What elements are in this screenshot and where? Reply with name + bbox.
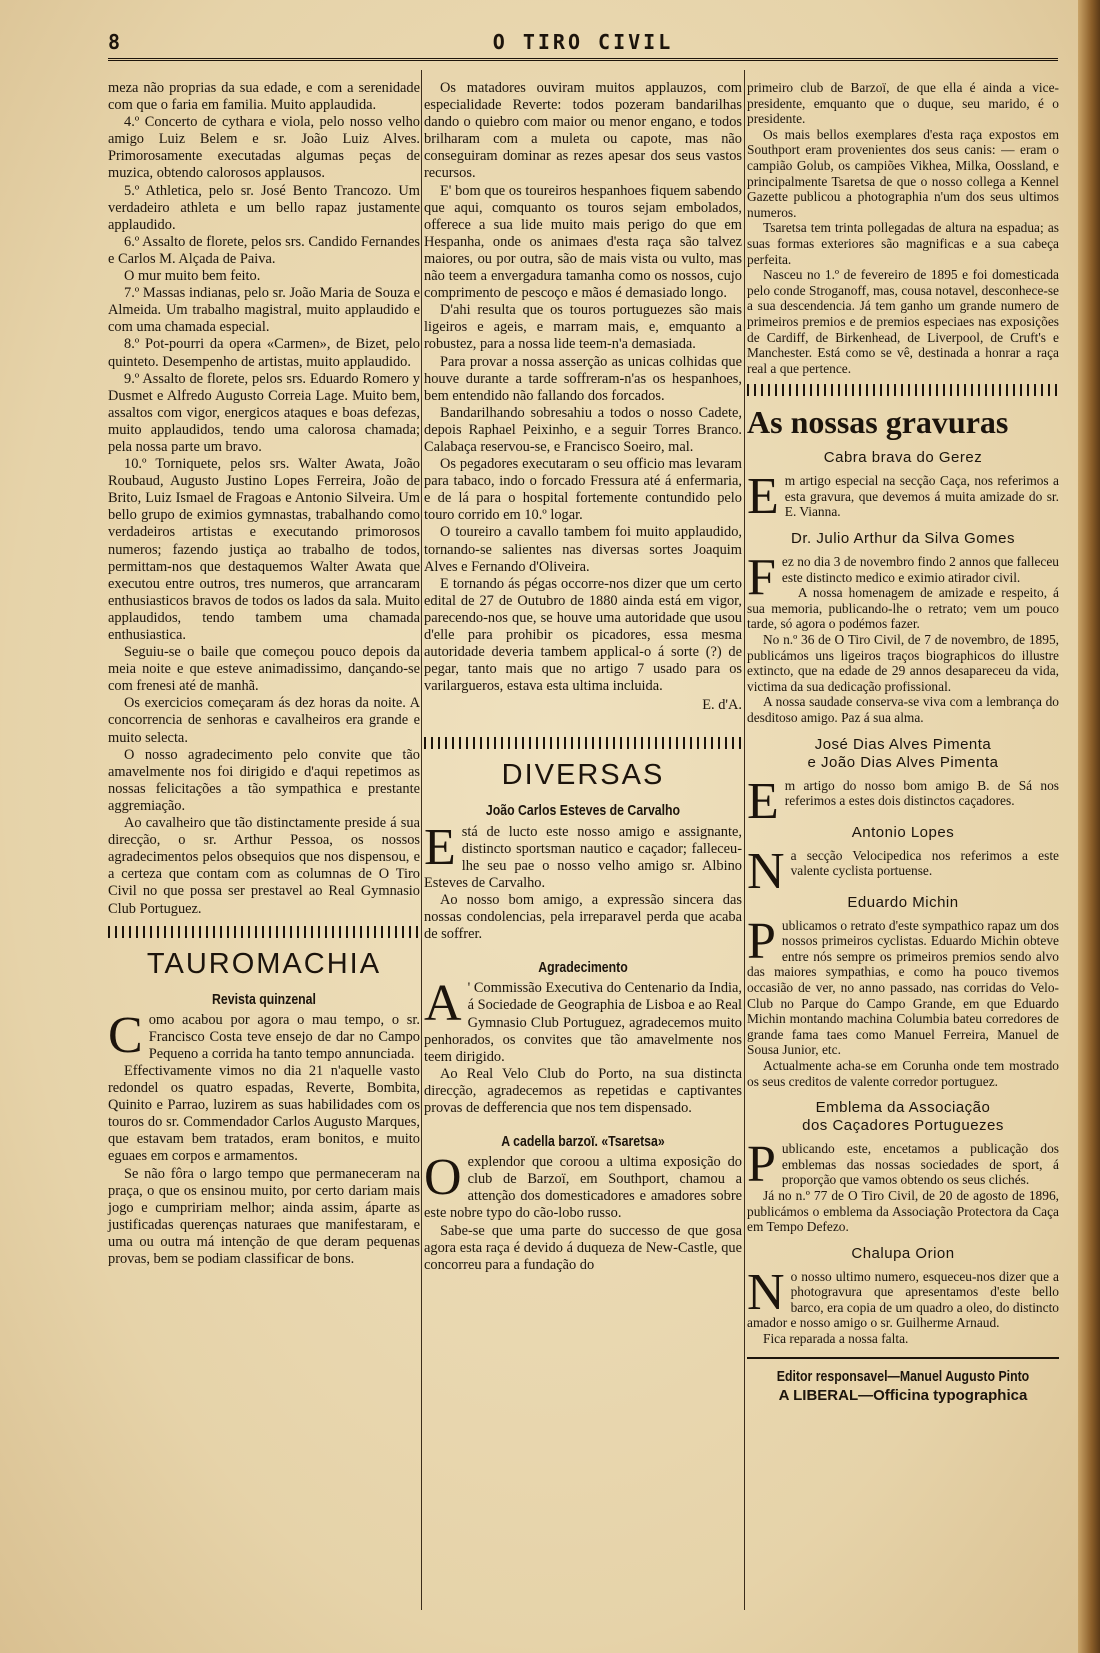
paragraph: m artigo do nosso bom amigo B. de Sá nos referimos a estes dois distinctos caçadores. (784, 777, 1059, 809)
paragraph: Se não fôra o largo tempo que permaneceram na praça, o que os ensinou muito, por certo dariam mais jogo e cumpririam melhor; ainda assim, áparte as justificadas querenças naturaes que manifestaram, e uma ou outra má intenção de que deram pequenas provas, bem se podiam classificar de bons. (108, 1165, 420, 1267)
paragraph: E tornando ás pégas occorre-nos dizer que um certo edital de 27 de Outubro de 1880 ainda está em vigor, parecendo-nos que, se houve uma autoridade que usou d'elle para prohibir os picadores, essa mesma autoridade deveria tambem applical-o á sorte (?) de pegar, tanto mais que no artigo 7 usado para os varilargueros, estava esta ultima incluida. (424, 575, 742, 695)
paragraph: meza não proprias da sua edade, e com a serenidade com que o faria em familia. Muito applaudida. (108, 80, 420, 114)
paragraph: 9.º Assalto de florete, pelos srs. Eduardo Romero y Dusmet e Alfredo Augusto Correia Lage. Muito bem, assaltos com vigor, energicos ataques e boas defezas, muito applaudidos, tendo uma calorosa chamada; pela nossa parte um bravo. (108, 370, 420, 455)
paragraph: A nossa homenagem de amizade e respeito, á sua memoria, publicando-lhe o retrato; vem um pouco tarde, só agora o podémos fazer. (747, 585, 1059, 632)
signature: E. d'A. (702, 697, 742, 714)
article-title: José Dias Alves Pimenta (814, 735, 992, 753)
drop-cap: C (108, 1006, 143, 1064)
paragraph: ublicamos o retrato d'este sympathico rapaz um dos nossos primeiros cyclistas. Eduardo Michin obteve entre nós sempre os primeiros premios sendo alvo das maiores sympathias, e como ha pouco tivemos occasião de ver, no anno passado, nas corridas do Velo-Club no Parque do Campo Grande, em que Eduardo Michin montando machina Columbia bateu corredores de grande fama taes como Manuel Ferreira, Manuel de Sousa Junior, etc. (747, 917, 1059, 1058)
paragraph: Os matadores ouviram muitos applauzos, com especialidade Reverte: todos pozeram bandarilhas dando o quiebro com maior ou menor engano, e todos brilharam com a muleta ou capote, mas não conseguiram dominar as rezes apesar dos seus vastos recursos. (424, 80, 742, 182)
section-title-gravuras: As nossas gravuras (747, 404, 1009, 441)
paragraph: stá de lucto este nosso amigo e assignante, distincto sportsman nautico e caçador; falleceu-lhe seu pae o nosso velho amigo sr. Albino Esteves de Carvalho. (424, 823, 742, 891)
section-title-diversas: DIVERSAS (501, 759, 665, 792)
paragraph: 6.º Assalto de florete, pelos srs. Candido Fernandes e Carlos M. Alçada de Paiva. (108, 233, 420, 267)
article-title: João Carlos Esteves de Carvalho (485, 802, 681, 820)
paragraph: E' bom que os toureiros hespanhoes fiquem sabendo que aqui, comquanto os touros sejam embolados, offerece a sua lide muito mais perigo do que em Hespanha, onde os animaes d'esta raça são talvez maiores, ou por outra, são de mais vista ou vulto, mas não teem a envergadura tamanha como os nossos, cujo comprimento de pescoço e mãos é demasiado longo. (424, 182, 742, 302)
article-title: Dr. Julio Arthur da Silva Gomes (791, 530, 1015, 548)
paragraph: Os mais bellos exemplares d'esta raça expostos em Southport eram provenientes dos seus canis: — eram o campião Golub, os campiões Vikhea, Milka, Oossland, e principalmente Tsaretsa de que o nosso collega a Kennel Gazette publicou a photographia n'um dos seus ultimos numeros. (747, 126, 1059, 220)
paragraph: O toureiro a cavallo tambem foi muito applaudido, tornando-se salientes nas diversas sortes Joaquim Alves e Fernando d'Oliveira. (424, 524, 742, 575)
paragraph: O mur muito bem feito. (124, 268, 261, 285)
article-title: Eduardo Michin (847, 893, 959, 911)
drop-cap: P (747, 1136, 776, 1194)
paragraph: m artigo especial na secção Caça, nos referimos a esta gravura, que devemos á muita amizade do sr. E. Vianna. (784, 473, 1059, 520)
column-1 (108, 80, 420, 1268)
paragraph: Ao Real Velo Club do Porto, na sua distincta direcção, agradecemos as repetidas e captivantes provas de defferencia que nos tem dispensado. (424, 1065, 742, 1116)
drop-cap: E (747, 468, 779, 526)
article-title: Agradecimento (538, 959, 628, 977)
ornament-divider (108, 925, 420, 939)
printer-line: A LIBERAL—Officina typographica (778, 1387, 1028, 1405)
paragraph: A nossa saudade conserva-se viva com a lembrança do desditoso amigo. Paz á sua alma. (747, 694, 1059, 725)
paragraph: Nasceu no 1.º de fevereiro de 1895 e foi domesticada pelo conde Stroganoff, mas, cousa notavel, desconhece-se a sua descendencia. Já tem ganho um grande numero de primeiros premios e de premios especiaes nas exposições de Cardiff, de Birkenhead, de Liverpool, de Cruft's e Manchester. Está como se vê, destinada a honrar a raça real a que pertence. (747, 267, 1059, 376)
paragraph: Effectivamente vimos no dia 21 n'aquelle vasto redondel os quatro espadas, Reverte, Bombita, Quinito e Parrao, luzirem as suas habilidades com os touros do sr. Commendador Carlos Augusto Marques, que estavam bem tratados, eram bonitos, e muito eguaes em corpos e armamentos. (108, 1062, 420, 1165)
ornament-divider (424, 736, 742, 750)
article-title: Cabra brava do Gerez (823, 449, 983, 467)
page-edge (1078, 0, 1100, 1653)
drop-cap: O (424, 1149, 462, 1207)
column-divider (744, 70, 745, 1610)
column-2 (424, 80, 742, 1274)
drop-cap: N (747, 842, 785, 900)
paragraph: Para provar a nossa asserção as unicas colhidas que houve durante a tarde soffreram-n'as os hespanhoes, bem entendido não fallando dos forcados. (424, 353, 742, 404)
paragraph: Seguiu-se o baile que começou pouco depois da meia noite e que esteve animadissimo, dançando-se com frenesi até de manhã. (108, 644, 420, 695)
column-divider (421, 70, 422, 1610)
paragraph: Os pegadores executaram o seu officio mas levaram para tabaco, indo o forcado Fressura até á enfermaria, e de lá para o hospital fortemente contundido pelo touro corrido em 10.º logar. (424, 456, 742, 524)
paragraph: 5.º Athletica, pelo sr. José Bento Trancozo. Um verdadeiro athleta e um bello rapaz justamente applaudido. (108, 182, 420, 233)
paragraph: o nosso ultimo numero, esqueceu-nos dizer que a photogravura que apresentamos d'este bello barco, era copia de um quadro a oleo, do distincto amador e nosso amigo o sr. Guilherme Arnaud. (747, 1268, 1059, 1331)
paragraph: explendor que coroou a ultima exposição do club de Barzoï, em Southport, chamou a attenção dos domesticadores e amadores sobre este nobre typo do cão-lobo russo. (424, 1154, 742, 1222)
paragraph: 8.º Pot-pourri da opera «Carmen», de Bizet, pelo quinteto. Desempenho de artistas, muito applaudido. (108, 336, 420, 370)
article-title: Emblema da Associação (815, 1099, 991, 1117)
section-title-tauromachia: TAUROMACHIA (146, 947, 382, 980)
editor-line: Editor responsavel—Manuel Augusto Pinto (776, 1367, 1030, 1385)
article-title: Antonio Lopes (851, 823, 955, 841)
article-title: A cadella barzoï. «Tsaretsa» (501, 1133, 665, 1151)
paragraph: 4.º Concerto de cythara e viola, pelo nosso velho amigo Luiz Belem e sr. João Luiz Alves. Primorosamente executadas algumas peças de muzica, obtendo calorosos applausos. (108, 114, 420, 182)
paragraph: Fica reparada a nossa falta. (763, 1331, 909, 1347)
section-subtitle: Revista quinzenal (212, 990, 316, 1008)
drop-cap: P (747, 912, 776, 970)
paragraph: 7.º Massas indianas, pelo sr. João Maria de Souza e Almeida. Um trabalho magistral, muito applaudido e com uma chamada especial. (108, 285, 420, 336)
paragraph: Ao cavalheiro que tão distinctamente preside á sua direcção, o sr. Arthur Pessoa, os nossos agradecimentos pelos obsequios que nos dispensou, e a certeza que contam com as columnas de O Tiro Civil no que possa ser prestavel ao Real Gymnasio Club Portuguez. (108, 815, 420, 917)
paragraph: Os exercicios começaram ás dez horas da noite. A concorrencia de senhoras e cavalheiros era grande e muito selecta. (108, 695, 420, 746)
drop-cap: E (424, 818, 456, 876)
page-number: 8 (108, 30, 124, 54)
paragraph: ublicando este, encetamos a publicação dos emblemas das nossas sociedades de sport, á proporção que vamos obtendo os seus clichés. (781, 1141, 1059, 1188)
paragraph: Ao nosso bom amigo, a expressão sincera das nossas condolencias, pela irreparavel perda que acaba de soffrer. (424, 891, 742, 943)
paragraph: ez no dia 3 de novembro findo 2 annos que falleceu este distincto medico e eximio atirador civil. (781, 554, 1059, 585)
paragraph: Bandarilhando sobresahiu a todos o nosso Cadete, depois Raphael Peixinho, e a seguir Torres Branco. Calabaça reservou-se, e Francisco Soeiro, mal. (424, 404, 742, 455)
paragraph: 10.º Torniquete, pelos srs. Walter Awata, João Roubaud, Augusto Justino Lopes Ferreira, João de Brito, Luiz Ismael de Fragoas e Antonio Silveira. Um bello grupo de eximios gymnastas, trabalhando como verdadeiros artistas e executando primorosos numeros; fazendo justiça ao trabalho de todos, permittam-nos que destaquemos Walter Awata que executou entre outros, tres numeros, que arrancaram enthusiasticos bravos de todos os lados da sala. Muito applaudidos, tendo tambem uma chamada enthusiastica. (108, 456, 420, 643)
paragraph: Actualmente acha-se em Corunha onde tem mostrado os seus creditos de valente corredor portuguez. (747, 1057, 1059, 1089)
ornament-divider (747, 383, 1059, 397)
imprint-footer (747, 1357, 1059, 1404)
header-rule (108, 58, 1058, 61)
drop-cap: N (747, 1263, 785, 1321)
page-header (108, 30, 1058, 54)
paragraph: Tsaretsa tem trinta pollegadas de altura na espadua; as suas formas exteriores são magnificas e a sua cabeça perfeita. (747, 220, 1059, 267)
paragraph: No n.º 36 de O Tiro Civil, de 7 de novembro, de 1895, publicámos uns ligeiros traços biographicos do illustre extincto, que na edade de 29 annos desapareceu da vida, victima da sua dedicação profissional. (747, 632, 1059, 694)
article-title: dos Caçadores Portuguezes (802, 1117, 1004, 1135)
paragraph: omo acabou por agora o mau tempo, o sr. Francisco Costa teve ensejo de dar no Campo Pequeno a corrida ha tanto tempo annunciada. (148, 1011, 420, 1062)
paragraph: ' Commissão Executiva do Centenario da India, á Sociedade de Geographia de Lisboa e ao Real Gymnasio Club Portuguez, agradecemos muito penhorados, os convites que tão amavelmente nos teem dirigido. (424, 980, 742, 1065)
article-title: e João Dias Alves Pimenta (807, 753, 999, 771)
paragraph: a secção Velocipedica nos referimos a este valente cyclista portuense. (790, 847, 1059, 879)
paragraph: Já no n.º 77 de O Tiro Civil, de 20 de agosto de 1896, publicámos o emblema da Associação Protectora da Caça em Tempo Defezo. (747, 1187, 1059, 1235)
column-3 (747, 80, 1059, 1404)
paragraph: D'ahi resulta que os touros portuguezes são mais ligeiros e ageis, e marram mais, e, emquanto a robustez, para a nossa lide teem-n'a demasiada. (424, 302, 742, 353)
drop-cap: A (424, 975, 462, 1033)
drop-cap: F (747, 549, 776, 607)
drop-cap: E (747, 772, 779, 830)
article-title: Chalupa Orion (851, 1244, 955, 1262)
newspaper-title: O TIRO CIVIL (492, 30, 674, 54)
paragraph: primeiro club de Barzoï, de que ella é ainda a vice-presidente, emquanto que o duque, seu marido, é o presidente. (747, 80, 1059, 127)
paragraph: Sabe-se que uma parte do successo de que gosa agora esta raça é devido á duqueza de New-Castle, que concorreu para a fundação do (424, 1222, 742, 1273)
paragraph: O nosso agradecimento pelo convite que tão amavelmente nos foi dirigido e d'aqui repetimos as nossas felicitações a tão sympathica e prestante aggremiação. (108, 746, 420, 814)
